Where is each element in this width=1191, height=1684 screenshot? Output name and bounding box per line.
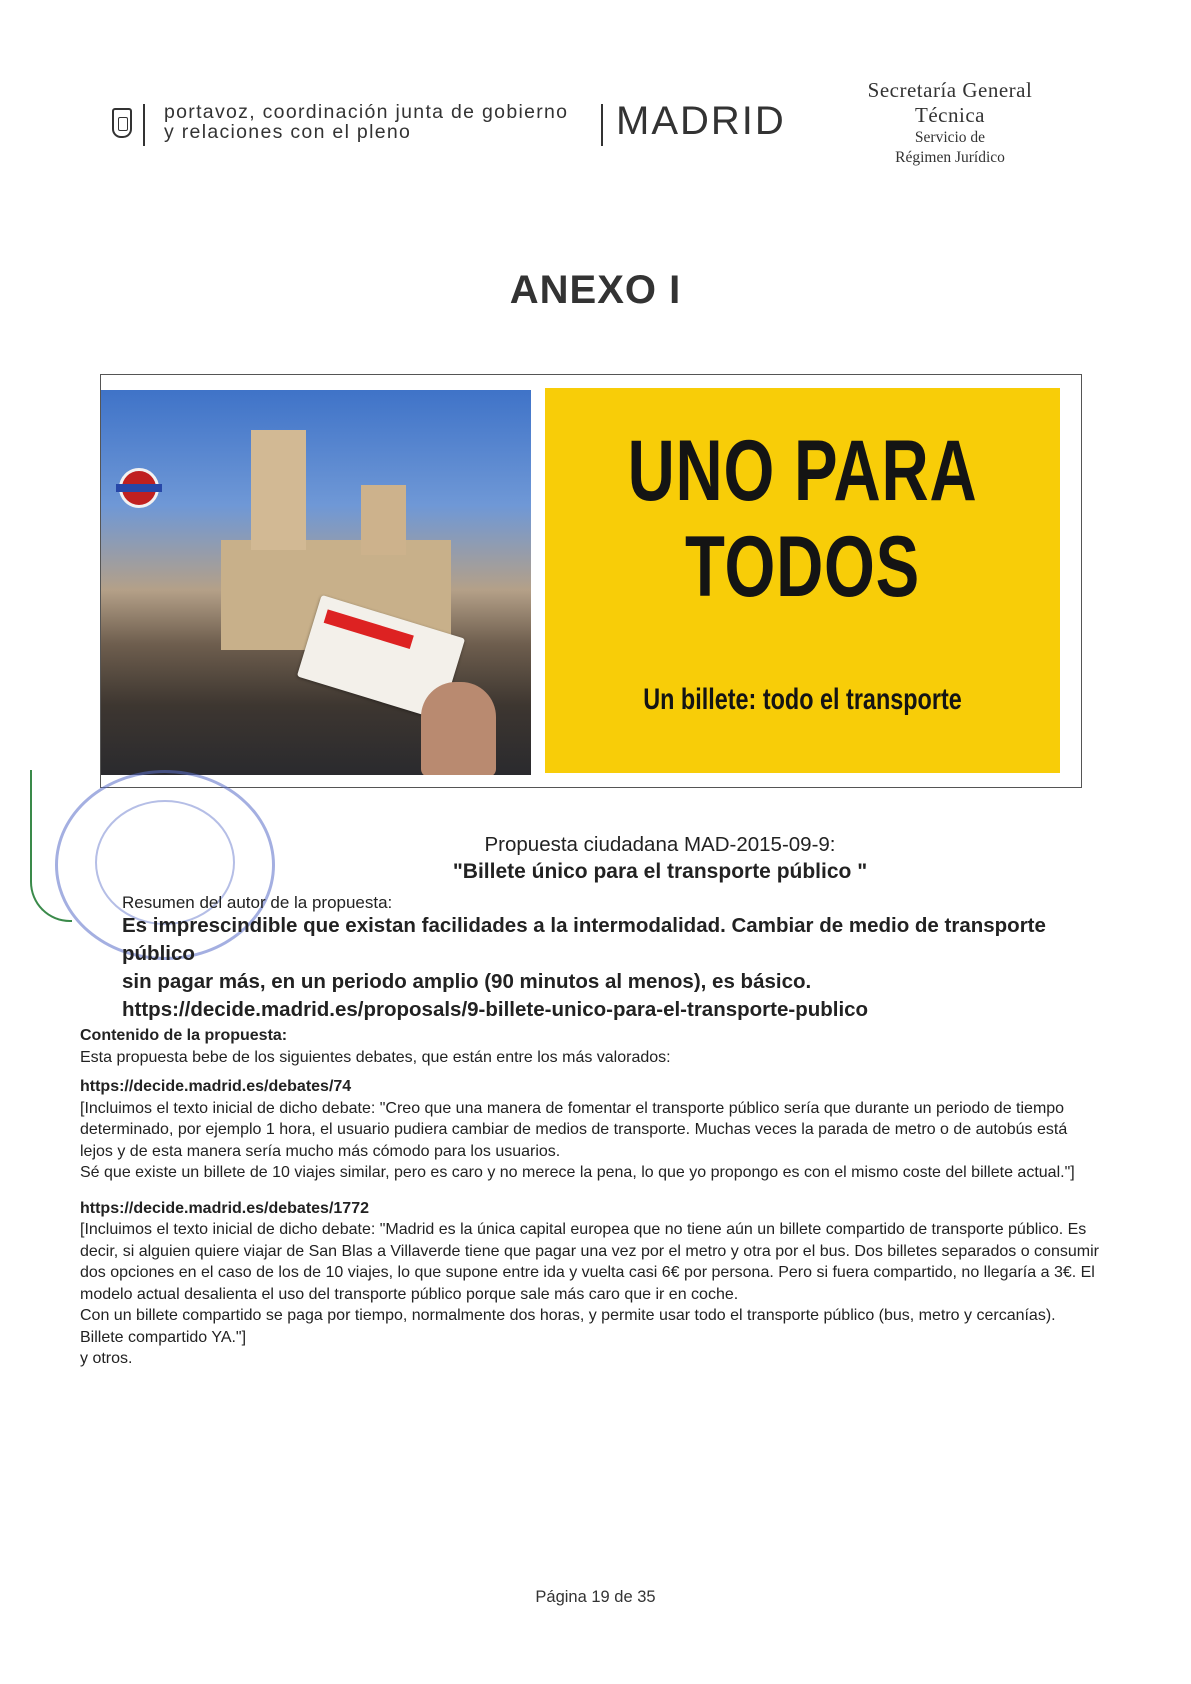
closing-text: y otros. <box>80 1350 133 1367</box>
debate-1772-text: Con un billete compartido se paga por tiempo, normalmente dos horas, y permite usar todo el transporte público (bus, metro y cercanías). <box>80 1307 1056 1324</box>
department-name <box>164 102 568 142</box>
secretaria-block <box>850 78 1050 168</box>
proposal-id: Propuesta ciudadana MAD-2015-09-9: <box>484 833 836 856</box>
sgt-line-3: Servicio de <box>914 129 986 146</box>
proposal-title: "Billete único para el transporte público " <box>452 860 868 883</box>
sgt-line-4: Régimen Jurídico <box>895 149 1005 166</box>
summary-line-2: sin pagar más, en un periodo amplio (90 minutos al menos), es básico. <box>122 970 812 993</box>
page-number: Página 19 de 35 <box>535 1588 656 1606</box>
summary-line-1: Es imprescindible que existan facilidades a la intermodalidad. Cambiar de medio de transporte público <box>122 914 1046 965</box>
uno-para-todos-poster <box>545 388 1060 773</box>
page-title: ANEXO I <box>509 268 682 312</box>
poster-headline <box>607 423 998 615</box>
proposal-url-link[interactable]: https://decide.madrid.es/proposals/9-billete-unico-para-el-transporte-publico <box>122 998 869 1021</box>
sgt-line-1: Secretaría General <box>867 78 1033 102</box>
content-intro: Esta propuesta bebe de los siguientes debates, que están entre los más valorados: <box>80 1048 671 1066</box>
metro-sign-icon <box>119 468 159 508</box>
proposal-summary <box>122 912 1082 1024</box>
poster-subtitle: Un billete: todo el transporte <box>643 683 962 716</box>
resumen-label: Resumen del autor de la propuesta: <box>122 893 393 912</box>
debate-1772-text: [Incluimos el texto inicial de dicho debate: "Madrid es la única capital europea que no tiene aún un billete compartido de transporte público. Es decir, si alguien quiere viajar de San Blas a Villaverde tiene que pagar una vez por el metro y otra por el bus. Dos billetes separados o consumir dos opciones en el caso de los de 10 viajes, lo que supone entre ida y vuelta casi 6€ por persona. Pero si fuera compartido, no llegaría a 3€. El modelo actual desalienta el uso del transporte público porque sale más caro que ir en coche. <box>80 1221 1099 1303</box>
debate-74-link[interactable]: https://decide.madrid.es/debates/74 <box>80 1078 352 1095</box>
madrid-coat-of-arms-icon <box>112 108 132 138</box>
header-divider <box>601 104 603 146</box>
palace-tower <box>361 485 406 555</box>
debate-74-text: [Incluimos el texto inicial de dicho debate: "Creo que una manera de fomentar el transporte público sería que durante un periodo de tiempo determinado, por ejemplo 1 hora, el usuario pudiera cambiar de medios de transporte. Muchas veces la parada de metro o de autobús está lejos y de esta manera sería mucho más cómodo para los usuarios. <box>80 1099 1068 1160</box>
poster-headline-line-2: TODOS <box>684 519 921 615</box>
madrid-logo-text: MADRID <box>616 99 786 143</box>
department-line-2: y relaciones con el pleno <box>164 121 412 143</box>
header-divider <box>143 104 145 146</box>
hand <box>421 682 496 775</box>
debate-1772-text: Billete compartido YA."] <box>80 1328 247 1346</box>
proposal-content <box>80 1025 1100 1370</box>
content-heading: Contenido de la propuesta: <box>80 1027 288 1044</box>
department-line-1: portavoz, coordinación junta de gobierno <box>164 101 569 123</box>
debate-1772-link[interactable]: https://decide.madrid.es/debates/1772 <box>80 1199 369 1217</box>
sgt-line-2: Técnica <box>915 103 985 127</box>
poster-headline-line-1: UNO PARA <box>627 423 978 519</box>
palace-tower <box>251 430 306 550</box>
metrobus-photo <box>101 390 531 775</box>
debate-74-text: Sé que existe un billete de 10 viajes similar, pero es caro y no merece la pena, lo que yo propongo es con el mismo coste del billete actual."] <box>80 1164 1075 1181</box>
